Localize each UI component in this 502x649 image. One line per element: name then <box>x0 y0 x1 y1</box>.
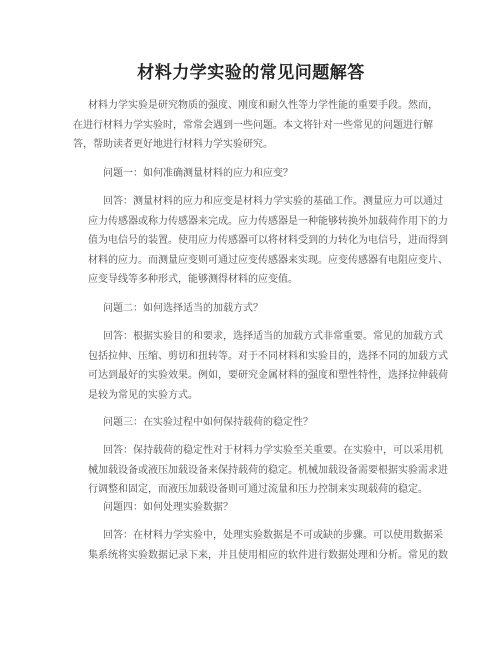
question-heading: 问题四：如何处理实验数据？ <box>103 502 233 513</box>
answer-line: 材料的应力。而测量应变则可通过应变传感器来实现。应变传感器有电阻应变片、 <box>88 254 448 266</box>
question-heading: 问题二：如何选择适当的加载方式？ <box>103 303 263 314</box>
answer-line: 回答：根据实验目的和要求，选择适当的加载方式非常重要。常见的加载方式 <box>103 331 443 342</box>
answer-line: 械加载设备或液压加载设备来保持载荷的稳定。机械加载设备需要根据实验需求进 <box>88 464 448 476</box>
answer-line: 回答：在材料力学实验中，处理实验数据是不可或缺的步骤。可以使用数据采 <box>103 530 443 541</box>
question-heading: 问题一：如何准确测量材料的应力和应变？ <box>103 168 293 179</box>
intro-line: 在进行材料力学实验时，常常会遇到一些问题。本文将针对一些常见的问题进行解 <box>73 119 433 131</box>
answer-line: 包括拉伸、压缩、剪切和扭转等。对于不同材料和实验目的，选择不同的加载方式 <box>88 350 448 362</box>
answer-line: 回答：测量材料的应力和应变是材料力学实验的基础工作。测量应力可以通过 <box>103 196 443 207</box>
answer-line: 值为电信号的装置。使用应力传感器可以将材料受到的力转化为电信号，进而得到 <box>88 235 448 246</box>
answer-paragraph <box>88 441 448 500</box>
answer-line: 是较为常见的实验方式。 <box>88 389 198 401</box>
answer-line: 可达到最好的实验效果。例如，要研究金属材料的强度和塑性特性，选择拉伸载荷 <box>88 370 448 381</box>
document-title: 材料力学实验的常见问题解答 <box>137 63 365 83</box>
answer-paragraph <box>88 192 448 290</box>
answer-paragraph <box>88 526 448 565</box>
intro-line: 答，帮助读者更好地进行材料力学实验研究。 <box>73 139 273 150</box>
answer-paragraph <box>88 327 448 405</box>
answer-line: 集系统将实验数据记录下来，并且使用相应的软件进行数据处理和分析。常见的数 <box>88 549 448 561</box>
intro-paragraph <box>73 96 438 155</box>
intro-line: 材料力学实验是研究物质的强度、刚度和耐久性等力学性能的重要手段。然而， <box>88 100 438 111</box>
question-heading: 问题三：在实验过程中如何保持载荷的稳定性？ <box>103 417 313 428</box>
answer-line: 应力传感器或称力传感器来完成。应力传感器是一种能够转换外加载荷作用下的力 <box>88 215 448 227</box>
answer-line: 回答：保持载荷的稳定性对于材料力学实验至关重要。在实验中，可以采用机 <box>103 445 443 456</box>
answer-line: 应变导线等多种形式，能够测得材料的应变值。 <box>88 274 298 285</box>
answer-line: 行调整和固定，而液压加载设备则可通过流量和压力控制来实现载荷的稳定。 <box>88 484 428 495</box>
